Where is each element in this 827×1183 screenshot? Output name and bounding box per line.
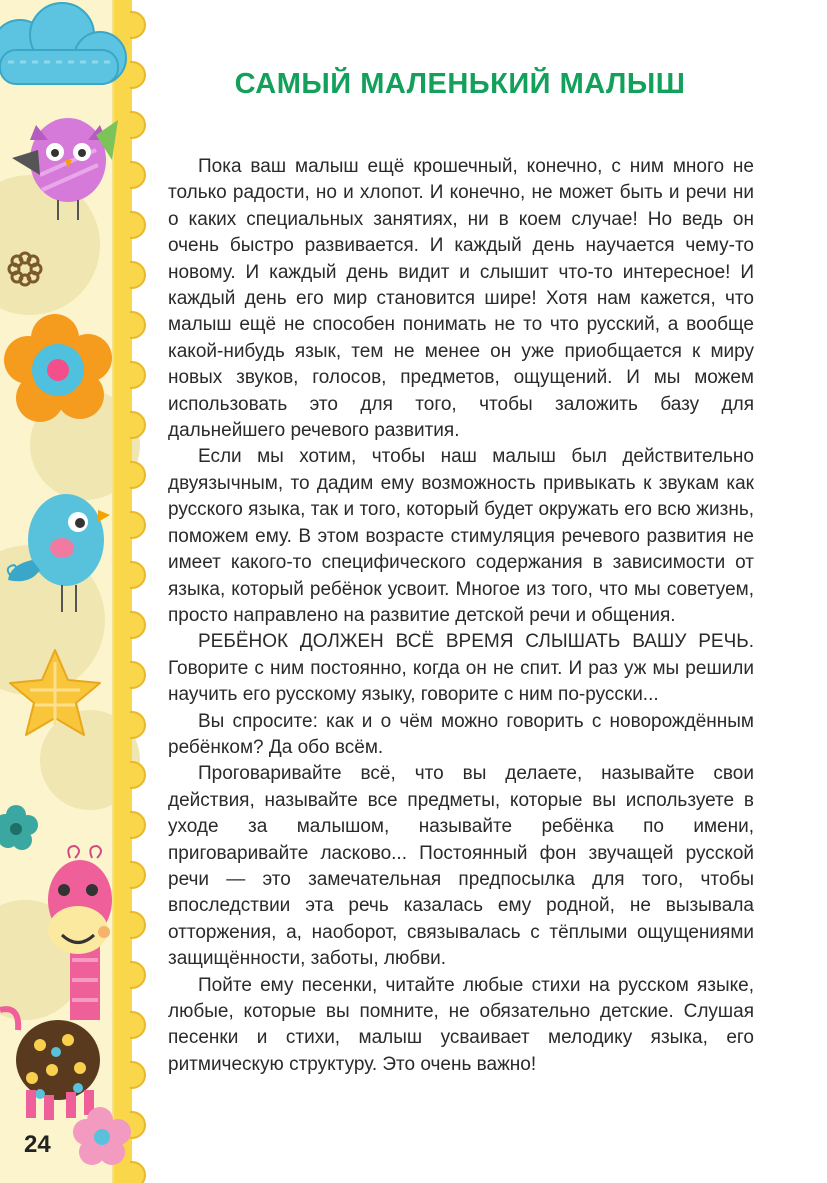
- paragraph: Пока ваш малыш ещё крошечный, конечно, с ним много не только радости, но и хлопот. И конечно, не может быть и речи ни о каких специальных занятиях, ни в коем случае! Но ведь он очень быстро развивается. И каждый день научается чему-то новому. И каждый день видит и слышит что-то интересное! И каждый день его мир становится шире! Хотя нам кажется, что малыш ещё не способен понимать не то что русский, а вообще какой-нибудь язык, тем не менее он уже приобщается к миру новых звуков, голосов, предметов, ощущений. И мы можем использовать это для того, чтобы заложить базу для дальнейшего речевого развития.: [168, 156, 754, 442]
- paragraph: Проговаривайте всё, что вы делаете, называйте свои действия, называйте все предметы, которые вы используете в уходе за малышом, называйте ребёнка по имени, приговаривайте ласково... Постоянный фон звучащей русской речи — это замечательная предпосылка для того, чтобы впоследствии эта речь казалась ему родной, не вызывала отторжения, а, наоборот, связывалась с тёплыми ощущениями защищённости, заботы, любви.: [168, 763, 754, 970]
- page-title: САМЫЙ МАЛЕНЬКИЙ МАЛЫШ: [234, 68, 686, 100]
- scalloped-edge: [112, 0, 145, 1183]
- paragraph: РЕБЁНОК ДОЛЖЕН ВСЁ ВРЕМЯ СЛЫШАТЬ ВАШУ РЕЧЬ. Говорите с ним постоянно, когда он не спит. И раз уж мы решили научить его русскому языку, говорите с ним по-русски...: [168, 631, 754, 706]
- decorative-sidebar: [0, 0, 150, 1183]
- paragraph: Вы спросите: как и о чём можно говорить с новорождённым ребёнком? Да обо всём.: [168, 710, 754, 758]
- body-text: [168, 154, 754, 1078]
- page-number: 24: [24, 1131, 51, 1158]
- paragraph: Пойте ему песенки, читайте любые стихи на русском языке, любые, которые вы помните, не обязательно детские. Слушая песенки и стихи, малыш усваивает мелодику языка, его ритмическую структуру. Это очень важно!: [168, 974, 754, 1075]
- paragraph: Если мы хотим, чтобы наш малыш был действительно двуязычным, то дадим ему возможность привыкать к звукам как русского языка, так и того, который будет окружать его всю жизнь, поможем ему. В этом возрасте стимуляция речевого развития не имеет какого-то специфического содержания в зависимости от языка, который ребёнок усвоит. Многое из того, что мы советуем, просто направлено на развитие детской речи и общения.: [168, 446, 754, 626]
